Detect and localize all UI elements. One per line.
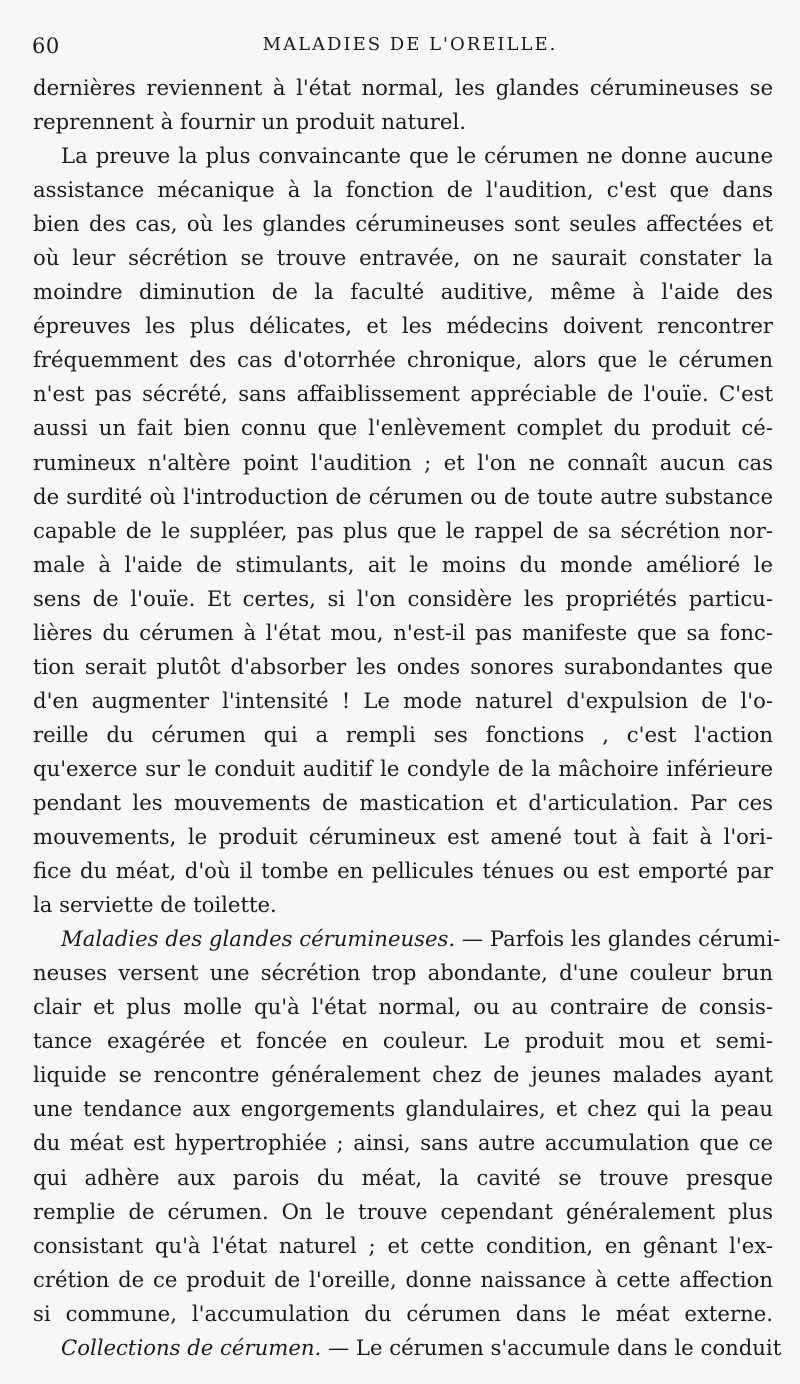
text-line: de surdité où l'introduction de cérumen ou de toute autre substance <box>33 483 773 509</box>
text-line: remplie de cérumen. On le trouve cependant généralement plus <box>33 1198 773 1224</box>
text-line: bien des cas, où les glandes cérumineuses sont seules affectées et <box>33 211 773 237</box>
text-line: consistant qu'à l'état naturel ; et cette condition, en gênant l'ex- <box>33 1232 773 1258</box>
text-line: aussi un fait bien connu que l'enlèvement complet du produit cé- <box>33 415 773 441</box>
text-line: fice du méat, d'où il tombe en pellicules ténues ou est emporté par <box>33 858 773 884</box>
line-text: — Parfois les glandes cérumi- <box>455 926 781 952</box>
page-number: 60 <box>32 34 60 58</box>
text-line: une tendance aux engorgements glandulaires, et chez qui la peau <box>33 1096 773 1122</box>
text-line: reprennent à fournir un produit naturel. <box>33 109 466 135</box>
text-line: reille du cérumen qui a rempli ses fonctions , c'est l'action <box>33 721 773 747</box>
text-line: d'en augmenter l'intensité ! Le mode naturel d'expulsion de l'o- <box>33 687 773 713</box>
text-line <box>33 1331 782 1365</box>
text-line: qu'exerce sur le conduit auditif le condyle de la mâchoire inférieure <box>33 755 773 781</box>
text-line: la serviette de toilette. <box>33 892 277 918</box>
text-line: qui adhère aux parois du méat, la cavité se trouve presque <box>33 1164 773 1190</box>
text-line: mouvements, le produit cérumineux est amené tout à fait à l'ori- <box>33 824 773 850</box>
text-line: fréquemment des cas d'otorrhée chronique, alors que le cérumen <box>33 347 773 373</box>
text-line: du méat est hypertrophiée ; ainsi, sans autre accumulation que ce <box>33 1130 773 1156</box>
text-line: assistance mécanique à la fonction de l'audition, c'est que dans <box>33 177 773 203</box>
section-heading: Maladies des glandes cérumineuses. <box>61 926 456 952</box>
text-line: si commune, l'accumulation du cérumen dans le méat externe. <box>33 1300 773 1326</box>
text-line: moindre diminution de la faculté auditive, même à l'aide des <box>33 279 773 305</box>
text-line: tion serait plutôt d'absorber les ondes sonores surabondantes que <box>33 653 773 679</box>
text-line: lières du cérumen à l'état mou, n'est-il pas manifeste que sa fonc- <box>33 619 773 645</box>
text-line <box>33 922 781 956</box>
section-heading: Collections de cérumen. <box>61 1334 322 1360</box>
text-line: La preuve la plus convaincante que le cérumen ne donne aucune <box>61 143 773 169</box>
text-line: pendant les mouvements de mastication et d'articulation. Par ces <box>33 789 773 815</box>
page-header <box>32 34 768 64</box>
text-line: sens de l'ouïe. Et certes, si l'on considère les propriétés particu- <box>33 585 773 611</box>
text-line: crétion de ce produit de l'oreille, donne naissance à cette affection <box>33 1266 773 1292</box>
text-line: clair et plus molle qu'à l'état normal, ou au contraire de consis- <box>33 994 773 1020</box>
text-line: rumineux n'altère point l'audition ; et l'on ne connaît aucun cas <box>33 449 773 475</box>
text-line: liquide se rencontre généralement chez de jeunes malades ayant <box>33 1062 773 1088</box>
text-line: capable de le suppléer, pas plus que le rappel de sa sécrétion nor- <box>33 517 773 543</box>
text-line: neuses versent une sécrétion trop abondante, d'une couleur brun <box>33 960 773 986</box>
text-line: tance exagérée et foncée en couleur. Le produit mou et semi- <box>33 1028 773 1054</box>
text-line: male à l'aide de stimulants, ait le moins du monde amélioré le <box>33 551 773 577</box>
text-line: n'est pas sécrété, sans affaiblissement appréciable de l'ouïe. C'est <box>33 381 773 407</box>
text-line: où leur sécrétion se trouve entravée, on ne saurait constater la <box>33 245 773 271</box>
text-line: épreuves les plus délicates, et les médecins doivent rencontrer <box>33 313 773 339</box>
running-title: MALADIES DE L'OREILLE. <box>262 34 558 55</box>
text-line: dernières reviennent à l'état normal, les glandes cérumineuses se <box>33 75 773 100</box>
body-text <box>33 71 782 1365</box>
line-text: — Le cérumen s'accumule dans le conduit <box>321 1334 782 1360</box>
